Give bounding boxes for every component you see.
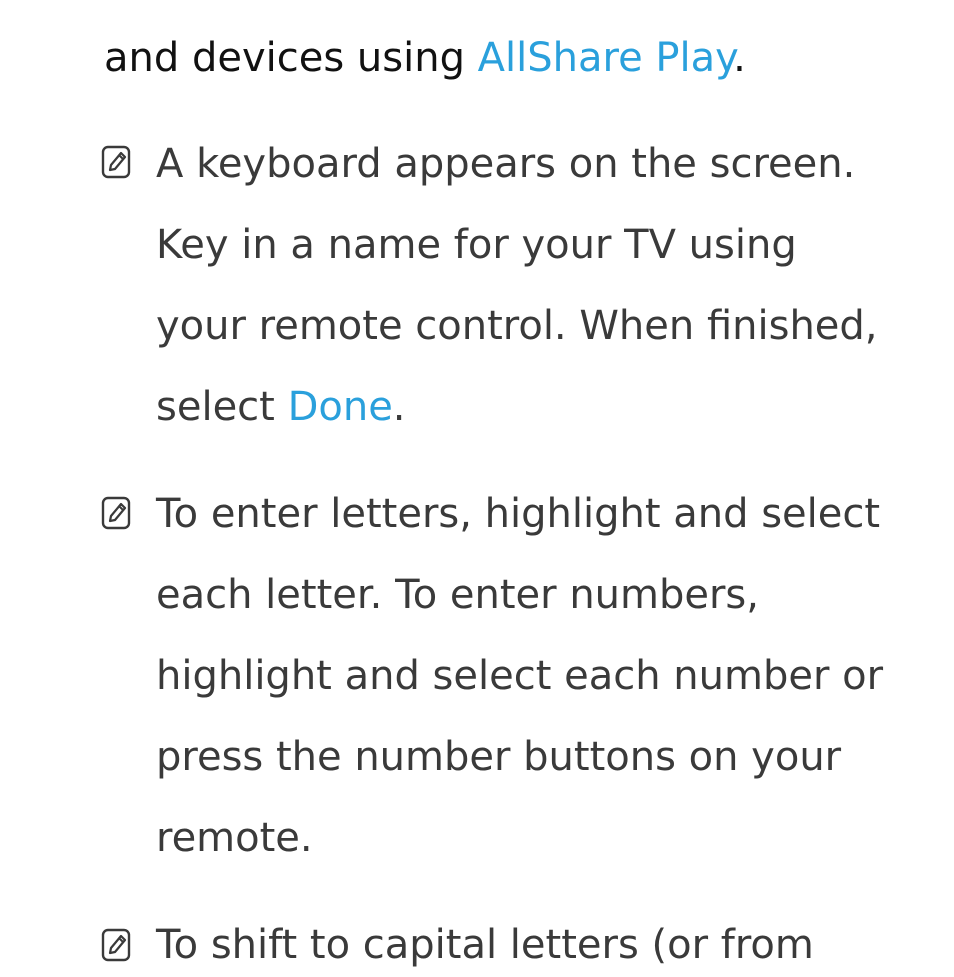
note-3-line-1: To shift to capital letters (or from	[156, 922, 814, 968]
note-1-line-3: your remote control. When finished,	[156, 303, 878, 349]
intro-text: and devices using	[104, 35, 478, 81]
allshare-play-link[interactable]: AllShare Play	[477, 35, 734, 81]
done-link[interactable]: Done	[287, 384, 393, 430]
note-1-line-2: Key in a name for your TV using	[156, 222, 797, 268]
note-1-line-1: A keyboard appears on the screen.	[156, 141, 856, 187]
note-icon	[101, 145, 131, 179]
note-1-select-text: select	[156, 384, 288, 430]
intro-line	[104, 34, 746, 82]
note-1-line-4	[156, 383, 406, 431]
intro-period: .	[733, 35, 746, 81]
note-2-line-4: press the number buttons on your	[156, 734, 842, 780]
note-1-period: .	[392, 384, 406, 430]
note-icon	[101, 496, 131, 530]
note-2-line-5: remote.	[156, 815, 313, 861]
note-2-line-3: highlight and select each number or	[156, 653, 884, 699]
note-icon	[101, 928, 131, 962]
note-2-line-1: To enter letters, highlight and select	[156, 491, 881, 537]
note-2-line-2: each letter. To enter numbers,	[156, 572, 759, 618]
